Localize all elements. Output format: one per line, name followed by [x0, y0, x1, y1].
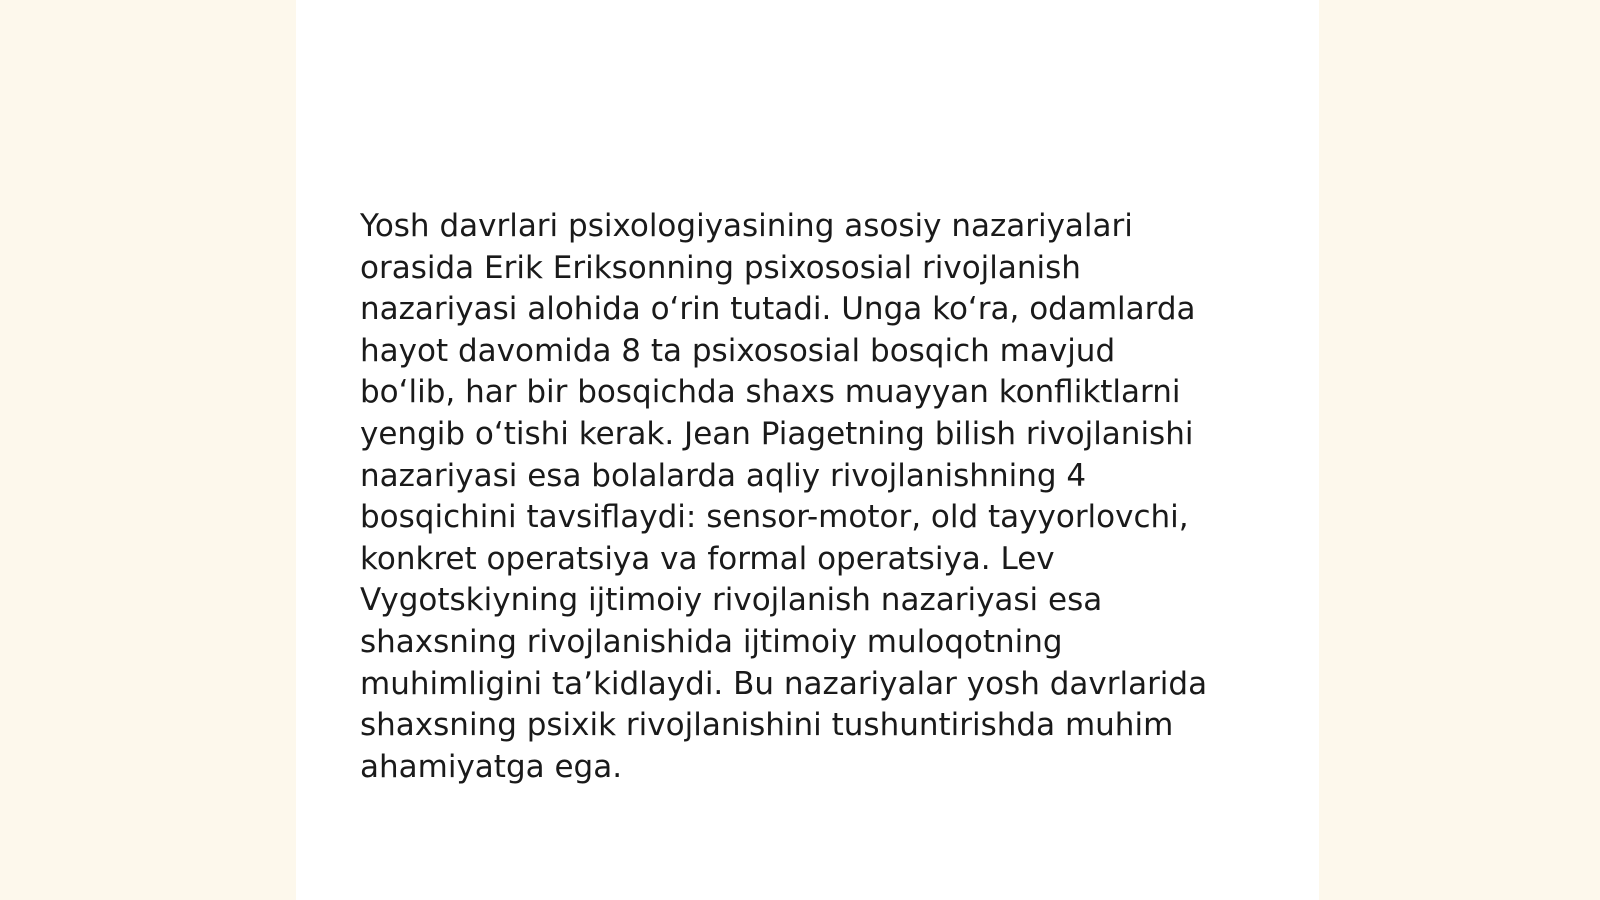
document-page	[296, 0, 1319, 900]
paragraph-line: yengib o‘tishi kerak. Jean Piagetning bilish rivojlanishi	[360, 415, 1194, 452]
paragraph-line: nazariyasi esa bolalarda aqliy rivojlanishning 4	[360, 457, 1087, 494]
paragraph-line: konkret operatsiya va formal operatsiya. Lev	[360, 540, 1055, 577]
paragraph-line: nazariyasi alohida o‘rin tutadi. Unga ko‘ra, odamlarda	[360, 291, 1196, 328]
paragraph-line: ahamiyatga ega.	[360, 748, 623, 785]
paragraph-line: muhimligini ta’kidlaydi. Bu nazariyalar yosh davrlarida	[360, 665, 1208, 702]
paragraph-line: Vygotskiyning ijtimoiy rivojlanish nazariyasi esa	[360, 582, 1103, 619]
paragraph-line: orasida Erik Eriksonning psixososial rivojlanish	[360, 249, 1081, 286]
paragraph-line: bo‘lib, har bir bosqichda shaxs muayyan konfliktlarni	[360, 374, 1181, 411]
paragraph-line: shaxsning psixik rivojlanishini tushuntirishda muhim	[360, 707, 1174, 744]
paragraph-line: shaxsning rivojlanishida ijtimoiy muloqotning	[360, 623, 1063, 660]
body-paragraph	[360, 206, 1260, 788]
paragraph-line: bosqichini tavsiflaydi: sensor-motor, old tayyorlovchi,	[360, 499, 1189, 536]
paragraph-line: hayot davomida 8 ta psixososial bosqich mavjud	[360, 332, 1116, 369]
paragraph-line: Yosh davrlari psixologiyasining asosiy nazariyalari	[360, 208, 1133, 244]
